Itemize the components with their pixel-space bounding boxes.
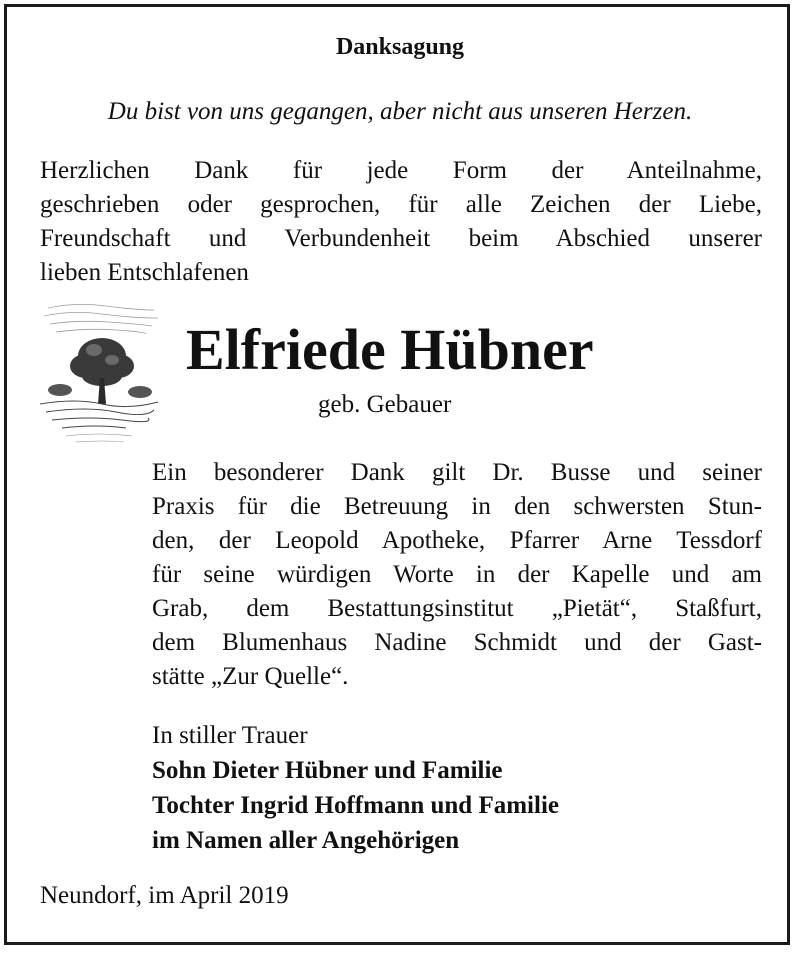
signer-line: Tochter Ingrid Hoffmann und Familie — [152, 792, 559, 819]
thanks-line: den, der Leopold Apotheke, Pfarrer Arne Tessdorf — [152, 527, 762, 554]
maiden-name: geb. Gebauer — [318, 391, 452, 418]
intro-line: geschrieben oder gesprochen, für alle Zeichen der Liebe, — [40, 191, 762, 218]
motto: Du bist von uns gegangen, aber nicht aus unseren Herzen. — [107, 98, 693, 125]
mourning-intro: In stiller Trauer — [152, 722, 308, 749]
intro-line: lieben Entschlafenen — [40, 259, 249, 286]
thanks-line: Praxis für die Betreuung in den schwersten Stun- — [152, 493, 762, 520]
intro-line: Freundschaft und Verbundenheit beim Abschied unserer — [40, 225, 762, 252]
notice-title: Danksagung — [335, 34, 465, 60]
thanks-paragraph — [152, 456, 762, 694]
thanks-line: Grab, dem Bestattungsinstitut „Pietät“, Staßfurt, — [152, 595, 762, 622]
thanks-line: für seine würdigen Worte in der Kapelle und am — [152, 561, 762, 588]
signer-line: im Namen aller Angehörigen — [152, 827, 460, 854]
tree-landscape-icon — [36, 300, 162, 448]
thanks-line: Ein besonderer Dank gilt Dr. Busse und seiner — [152, 459, 762, 486]
mourning-block — [152, 718, 559, 858]
signer-line: Sohn Dieter Hübner und Familie — [152, 757, 503, 784]
deceased-name: Elfriede Hübner — [186, 317, 594, 382]
intro-paragraph — [40, 154, 762, 290]
intro-line: Herzlichen Dank für jede Form der Anteilnahme, — [40, 157, 762, 184]
place-date: Neundorf, im April 2019 — [40, 882, 289, 909]
thanks-line: stätte „Zur Quelle“. — [152, 663, 349, 690]
thanks-line: dem Blumenhaus Nadine Schmidt und der Gast- — [152, 629, 762, 656]
